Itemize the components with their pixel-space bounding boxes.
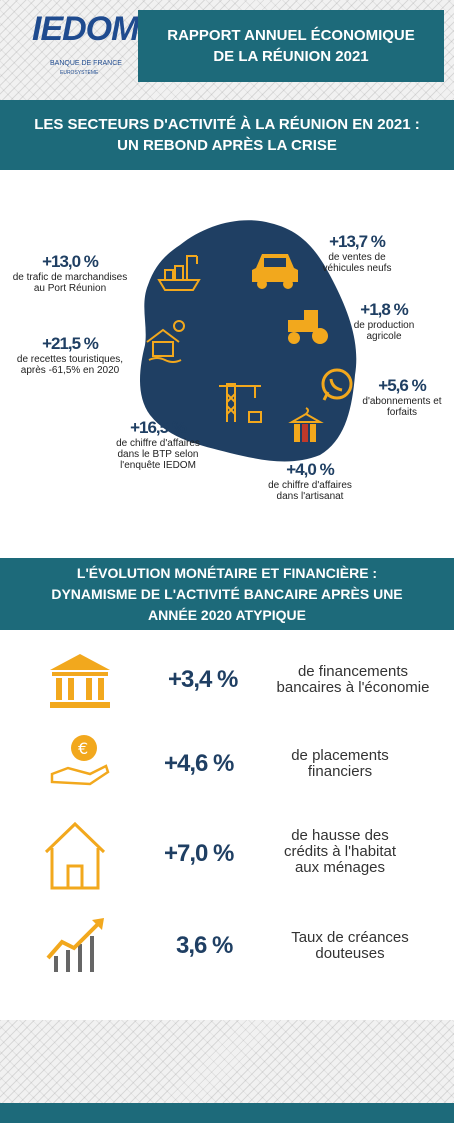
stat-desc: l'enquête IEDOM (120, 460, 196, 471)
stat-desc: après -61,5% en 2020 (20, 365, 120, 376)
cargo-ship-icon (155, 246, 203, 294)
house-icon (42, 818, 108, 892)
clothes-hanger-icon (288, 404, 324, 444)
logo-subtitle-2: EUROSYSTÈME (60, 70, 99, 76)
stat-desc: de ventes de (328, 252, 386, 263)
stat-desc: de production (353, 320, 415, 331)
svg-text:€: € (78, 739, 89, 758)
sectors-banner (0, 100, 454, 170)
desc-line: de hausse des (291, 827, 389, 844)
monetary-title-line2: DYNAMISME DE L'ACTIVITÉ BANCAIRE APRÈS UNE (51, 585, 403, 602)
stat-desc: agricole (366, 331, 402, 342)
stat-desc: véhicules neufs (322, 263, 392, 274)
desc-line: financiers (307, 763, 373, 780)
stat-value: +5,6 % (378, 376, 426, 395)
logo-wordmark: IEDOM (32, 10, 139, 48)
housing-credit-desc (270, 828, 410, 876)
stat-value: +13,0 % (42, 252, 98, 271)
footer-bar (0, 1103, 454, 1123)
stat-vehicle-sales (302, 232, 412, 274)
stat-desc: forfaits (386, 407, 417, 418)
stat-port-traffic (0, 252, 140, 294)
desc-line: Taux de créances (291, 929, 409, 946)
stat-desc: d'abonnements et (362, 396, 442, 407)
monetary-banner (0, 558, 454, 630)
crane-icon (215, 378, 265, 424)
stat-desc: de chiffre d'affaires (268, 480, 352, 491)
desc-line: douteuses (315, 945, 385, 962)
iedom-logo (14, 8, 139, 82)
desc-line: de placements (291, 747, 389, 764)
stat-value: +13,7 % (329, 232, 385, 251)
report-title-line1: RAPPORT ANNUEL ÉCONOMIQUE (167, 27, 415, 44)
stat-tourism-receipts (0, 334, 140, 376)
monetary-title-line1: L'ÉVOLUTION MONÉTAIRE ET FINANCIÈRE : (76, 564, 378, 581)
desc-line: crédits à l'habitat (283, 843, 397, 860)
financial-investments-desc (270, 748, 410, 780)
desc-line: de financements (297, 663, 409, 680)
stat-desc: de trafic de marchandises (12, 272, 128, 283)
report-title-line2: DE LA RÉUNION 2021 (213, 48, 369, 65)
desc-line: aux ménages (294, 859, 386, 876)
stat-desc: de recettes touristiques, (16, 354, 124, 365)
phone-chat-icon (320, 368, 354, 402)
growth-chart-icon (44, 912, 110, 974)
bank-icon (46, 652, 114, 710)
footer-pattern (0, 1020, 454, 1103)
desc-line: bancaires à l'économie (276, 679, 430, 696)
stat-value: +4,0 % (286, 460, 334, 479)
housing-credit-value: +7,0 % (164, 840, 234, 867)
stat-crafts (250, 460, 370, 502)
doubtful-debt-value: 3,6 % (176, 932, 233, 959)
sectors-title-line1: LES SECTEURS D'ACTIVITÉ À LA RÉUNION EN 2021 : (34, 116, 420, 133)
stat-agricultural-production (334, 300, 434, 342)
financial-investments-value: +4,6 % (164, 750, 234, 777)
logo-subtitle: BANQUE DE FRANCE (50, 60, 122, 67)
stat-value: +16,5 % (130, 418, 186, 437)
tractor-icon (282, 306, 334, 346)
beach-hut-icon (145, 318, 191, 366)
stat-value: +1,8 % (360, 300, 408, 319)
stat-desc: dans l'artisanat (276, 491, 344, 502)
stat-desc: dans le BTP selon (117, 449, 199, 460)
bank-financing-value: +3,4 % (168, 666, 238, 693)
stat-desc: au Port Réunion (33, 283, 107, 294)
car-icon (250, 248, 300, 290)
sectors-title-line2: UN REBOND APRÈS LA CRISE (117, 137, 337, 154)
doubtful-debt-desc (270, 930, 430, 962)
bank-financing-desc (256, 664, 450, 696)
stat-desc: de chiffre d'affaires (116, 438, 200, 449)
stat-construction (98, 418, 218, 471)
report-title (138, 10, 444, 82)
stat-subscriptions (350, 376, 454, 418)
euro-hand-icon (50, 730, 110, 786)
monetary-title-line3: ANNÉE 2020 ATYPIQUE (148, 606, 306, 623)
stat-value: +21,5 % (42, 334, 98, 353)
